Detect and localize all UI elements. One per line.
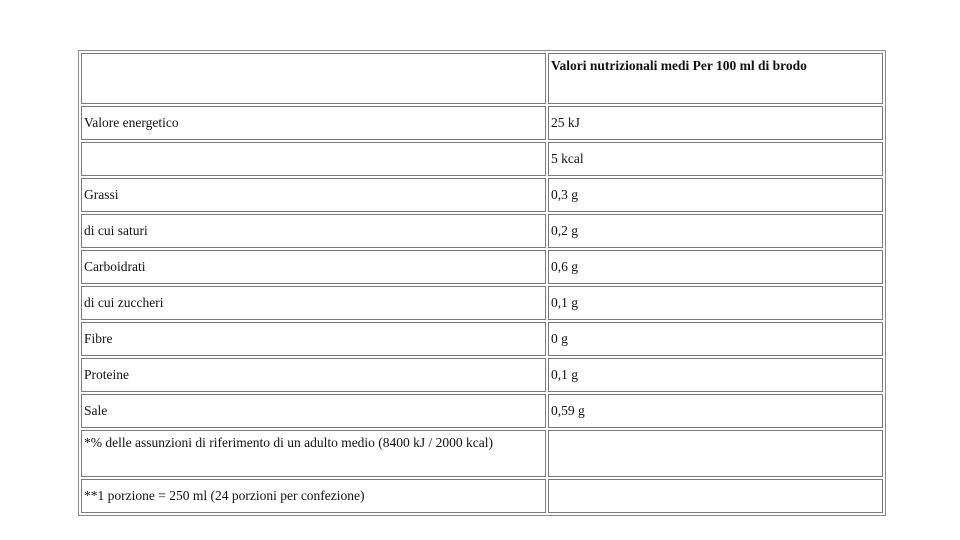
row-label: Sale bbox=[81, 394, 546, 428]
row-label bbox=[81, 142, 546, 176]
row-label: di cui zuccheri bbox=[81, 286, 546, 320]
row-label: Fibre bbox=[81, 322, 546, 356]
row-label: di cui saturi bbox=[81, 214, 546, 248]
table-row bbox=[81, 214, 883, 248]
row-value: 5 kcal bbox=[548, 142, 883, 176]
table-row bbox=[81, 178, 883, 212]
table-row bbox=[81, 322, 883, 356]
table-row bbox=[81, 479, 883, 513]
row-value bbox=[548, 430, 883, 477]
row-label: Carboidrati bbox=[81, 250, 546, 284]
header-label-cell bbox=[81, 53, 546, 104]
table-row bbox=[81, 430, 883, 477]
row-value: 0,59 g bbox=[548, 394, 883, 428]
table-row bbox=[81, 250, 883, 284]
footnote-portion: **1 porzione = 250 ml (24 porzioni per confezione) bbox=[81, 479, 546, 513]
footnote-reference-intake: *% delle assunzioni di riferimento di un adulto medio (8400 kJ / 2000 kcal) bbox=[81, 430, 546, 477]
row-value: 0,1 g bbox=[548, 358, 883, 392]
row-label: Valore energetico bbox=[81, 106, 546, 140]
row-label: Proteine bbox=[81, 358, 546, 392]
table-row bbox=[81, 286, 883, 320]
row-value bbox=[548, 479, 883, 513]
row-value: 25 kJ bbox=[548, 106, 883, 140]
row-label: Grassi bbox=[81, 178, 546, 212]
table-row bbox=[81, 358, 883, 392]
row-value: 0,3 g bbox=[548, 178, 883, 212]
table-row bbox=[81, 394, 883, 428]
table-header-row bbox=[81, 53, 883, 104]
row-value: 0,2 g bbox=[548, 214, 883, 248]
table-row bbox=[81, 106, 883, 140]
row-value: 0 g bbox=[548, 322, 883, 356]
table-row bbox=[81, 142, 883, 176]
row-value: 0,6 g bbox=[548, 250, 883, 284]
header-value-cell: Valori nutrizionali medi Per 100 ml di brodo bbox=[548, 53, 883, 104]
nutrition-table bbox=[78, 50, 886, 516]
row-value: 0,1 g bbox=[548, 286, 883, 320]
